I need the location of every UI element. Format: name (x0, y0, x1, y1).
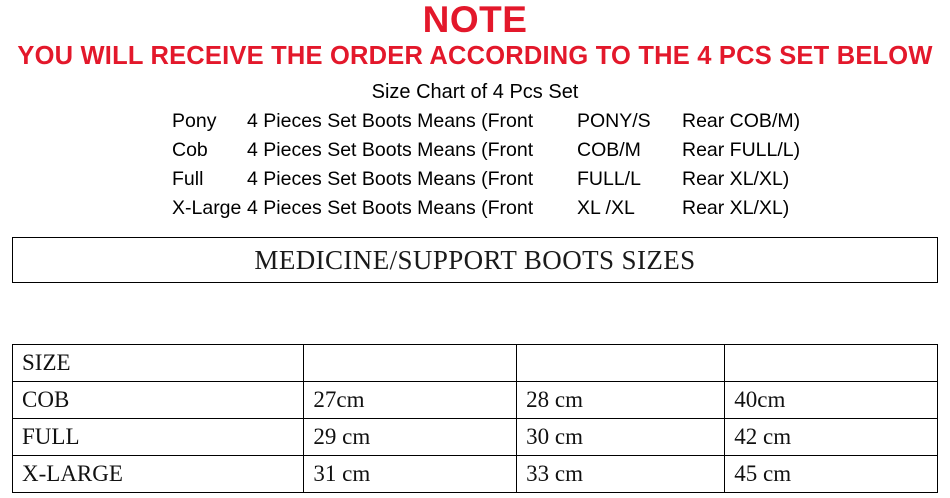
note-title: NOTE (422, 0, 528, 40)
boots-sizes-banner (12, 237, 938, 283)
table-cell: COB (13, 382, 304, 419)
table-cell: 45 cm (725, 456, 938, 493)
set-row-description: 4 Pieces Set Boots Means (Front (247, 110, 534, 132)
table-header-cell: SIZE (13, 345, 304, 382)
table-cell: 29 cm (304, 419, 517, 456)
list-item (172, 107, 950, 136)
table-row (13, 456, 938, 493)
list-item (172, 136, 950, 165)
table-row (13, 345, 938, 382)
list-item (172, 194, 950, 223)
table-header-cell (304, 345, 517, 382)
table-header-cell (725, 345, 938, 382)
table-cell: 31 cm (304, 456, 517, 493)
table-cell: 27cm (304, 382, 517, 419)
list-item (172, 165, 950, 194)
set-row-front: XL /XL (577, 197, 635, 219)
set-row-size: Cob (172, 139, 208, 161)
set-row-front: COB/M (577, 139, 641, 161)
set-row-rear: Rear XL/XL) (682, 197, 790, 219)
set-row-rear: Rear FULL/L) (682, 139, 801, 161)
sizes-table-wrapper (12, 344, 938, 493)
set-row-front: PONY/S (577, 110, 651, 132)
set-row-size: Full (172, 168, 204, 190)
set-row-size: X-Large (172, 197, 242, 219)
set-rows-list (0, 107, 950, 223)
table-row (13, 382, 938, 419)
set-row-rear: Rear COB/M) (682, 110, 801, 132)
table-cell: 40cm (725, 382, 938, 419)
set-row-description: 4 Pieces Set Boots Means (Front (247, 139, 534, 161)
set-row-size: Pony (172, 110, 217, 132)
set-row-description: 4 Pieces Set Boots Means (Front (247, 168, 534, 190)
table-cell: 30 cm (517, 419, 725, 456)
sizes-table (12, 344, 938, 493)
banner-text: MEDICINE/SUPPORT BOOTS SIZES (254, 244, 696, 275)
table-row (13, 419, 938, 456)
note-subtitle: YOU WILL RECEIVE THE ORDER ACCORDING TO THE 4 PCS SET BELOW (17, 42, 933, 70)
table-cell: 42 cm (725, 419, 938, 456)
table-header-cell (517, 345, 725, 382)
set-row-description: 4 Pieces Set Boots Means (Front (247, 197, 534, 219)
set-row-rear: Rear XL/XL) (682, 168, 790, 190)
table-cell: 33 cm (517, 456, 725, 493)
size-chart-heading: Size Chart of 4 Pcs Set (371, 81, 579, 103)
table-cell: 28 cm (517, 382, 725, 419)
set-row-front: FULL/L (577, 168, 641, 190)
table-cell: X-LARGE (13, 456, 304, 493)
table-cell: FULL (13, 419, 304, 456)
